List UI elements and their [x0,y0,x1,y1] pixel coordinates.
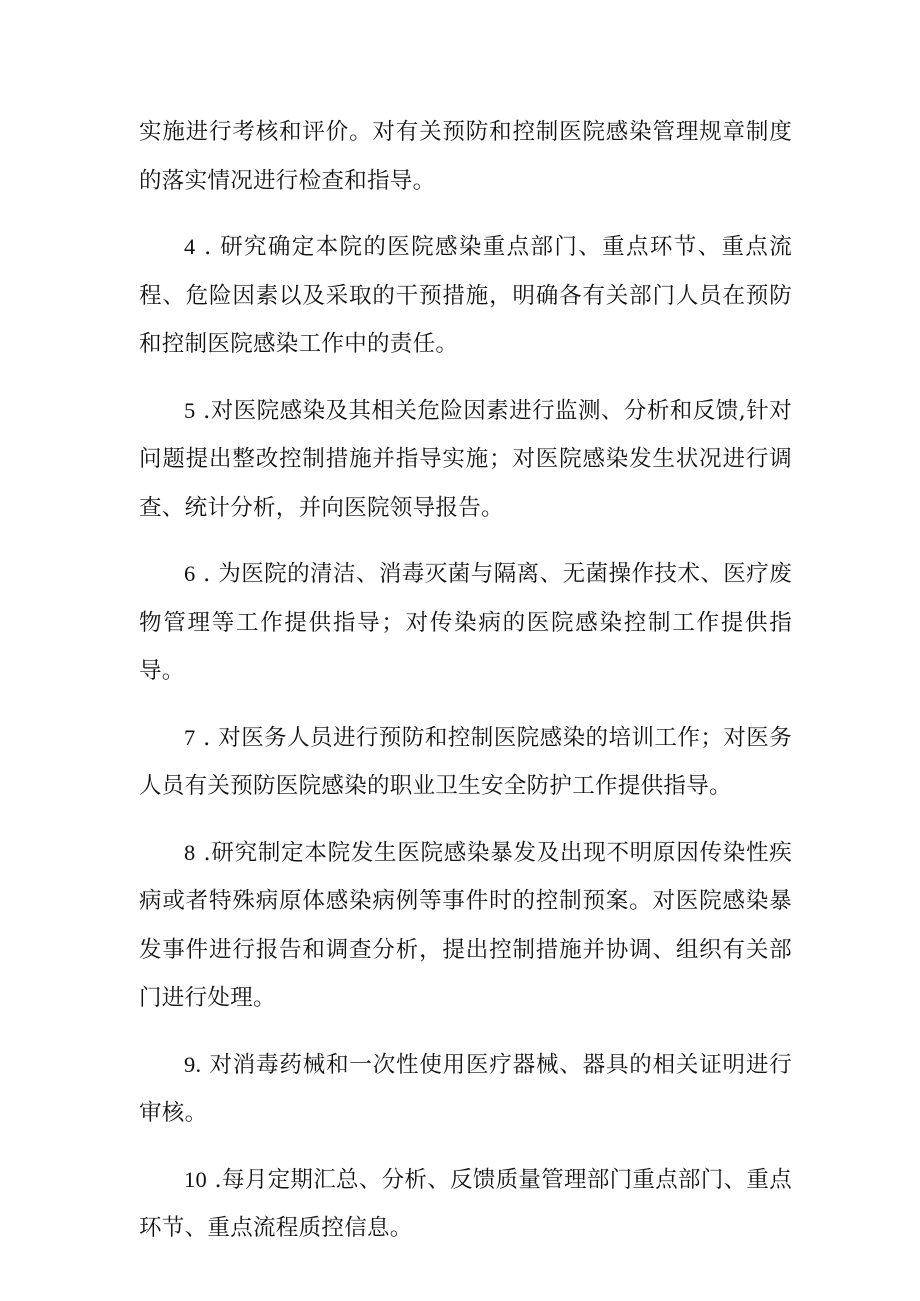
paragraph-text: . 为医院的清洁、消毒灭菌与隔离、无菌操作技术、医疗废物管理等工作提供指导；对传染病的医院感染控制工作提供指导。 [139,561,792,684]
paragraph-item-9 [139,1041,792,1138]
paragraph-text: . 对医务人员进行预防和控制医院感染的培训工作；对医务人员有关预防医院感染的职业卫生安全防护工作提供指导。 [139,724,792,799]
paragraph-item-8 [139,829,792,1023]
item-number: 4 [184,234,196,259]
paragraph-continued [139,108,792,205]
item-number: 7 [184,724,196,750]
paragraph-text: .对医院感染及其相关危险因素进行监测、分析和反馈,针对问题提出整改控制措施并指导实施；对医院感染发生状况进行调查、统计分析，并向医院领导报告。 [139,397,792,521]
paragraph-text: .研究制定本院发生医院感染暴发及出现不明原因传染性疾病或者特殊病原体感染病例等事件时的控制预案。对医院感染暴发事件进行报告和调查分析，提出控制措施并协调、组织有关部门进行处理。 [139,839,792,1011]
paragraph-text: 实施进行考核和评价。对有关预防和控制医院感染管理规章制度的落实情况进行检查和指导。 [139,119,792,194]
paragraph-text: . 研究确定本院的医院感染重点部门、重点环节、重点流程、危险因素以及采取的干预措施，明确各有关部门人员在预防和控制医院感染工作中的责任。 [139,234,792,357]
paragraph-item-10 [139,1156,792,1253]
item-number: 6 [184,561,196,586]
item-number: 5 [184,397,196,423]
paragraph-item-4 [139,223,792,369]
paragraph-item-5 [139,387,792,533]
paragraph-text: 对消毒药械和一次性使用医疗器械、器具的相关证明进行审核。 [139,1051,792,1126]
paragraph-item-7 [139,714,792,811]
document-body [139,108,792,1271]
item-number: 9. [184,1051,202,1077]
paragraph-text: .每月定期汇总、分析、反馈质量管理部门重点部门、重点环节、重点流程质控信息。 [139,1166,793,1241]
item-number: 8 [184,839,196,865]
item-number: 10 [184,1166,208,1192]
paragraph-item-6 [139,550,792,696]
